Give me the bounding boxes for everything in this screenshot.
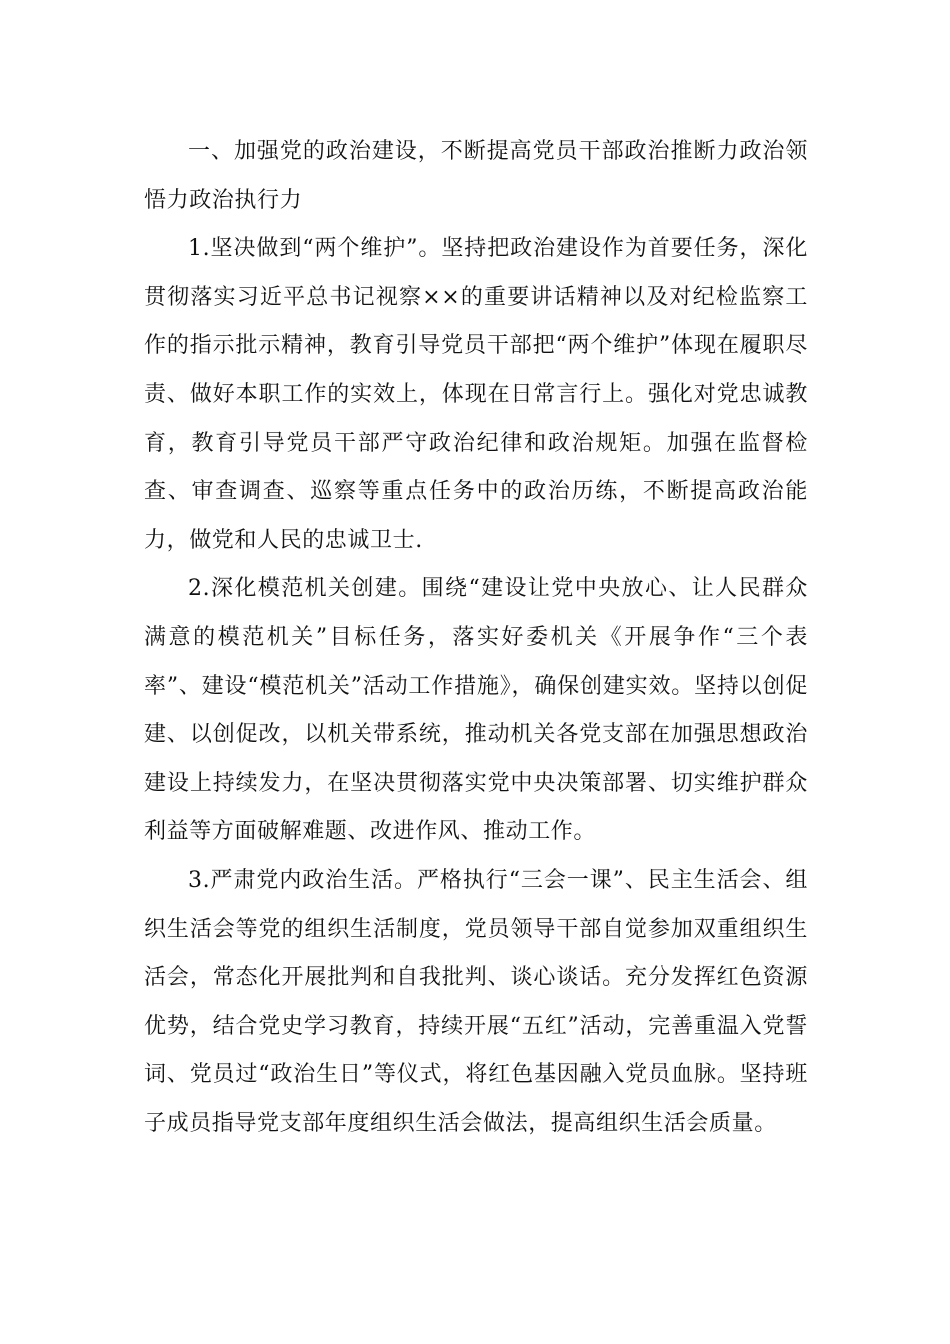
paragraph-item-2: 2.深化模范机关创建。围绕“建设让党中央放心、让人民群众满意的模范机关”目标任务，落实好委机关《开展争作“三个表率”、建设“模范机关”活动工作措施》，确保创建实效。坚持以创促建、以创促改，以机关带系统，推动机关各党支部在加强思想政治建设上持续发力，在坚决贯彻落实党中央决策部署、切实维护群众利益等方面破解难题、改进作风、推动工作。 [144, 576, 808, 845]
paragraph-item-3: 3.严肃党内政治生活。严格执行“三会一课”、民主生活会、组织生活会等党的组织生活制度，党员领导干部自觉参加双重组织生活会，常态化开展批判和自我批判、谈心谈话。充分发挥红色资源优势，结合党史学习教育，持续开展“五红”活动，完善重温入党誓词、党员过“政治生日”等仪式，将红色基因融入党员血脉。坚持班子成员指导党支部年度组织生活会做法，提高组织生活会质量。 [144, 867, 808, 1136]
section-heading-1: 一、加强党的政治建设，不断提高党员干部政治推断力政治领悟力政治执行力 [144, 139, 808, 213]
paragraph-item-1: 1.坚决做到“两个维护”。坚持把政治建设作为首要任务，深化贯彻落实习近平总书记视察××的重要讲话精神以及对纪检监察工作的指示批示精神，教育引导党员干部把“两个维护”体现在履职尽责、做好本职工作的实效上，体现在日常言行上。强化对党忠诚教育，教育引导党员干部严守政治纪律和政治规矩。加强在监督检查、审查调查、巡察等重点任务中的政治历练，不断提高政治能力，做党和人民的忠诚卫士. [144, 236, 808, 553]
document-body [144, 128, 808, 1148]
